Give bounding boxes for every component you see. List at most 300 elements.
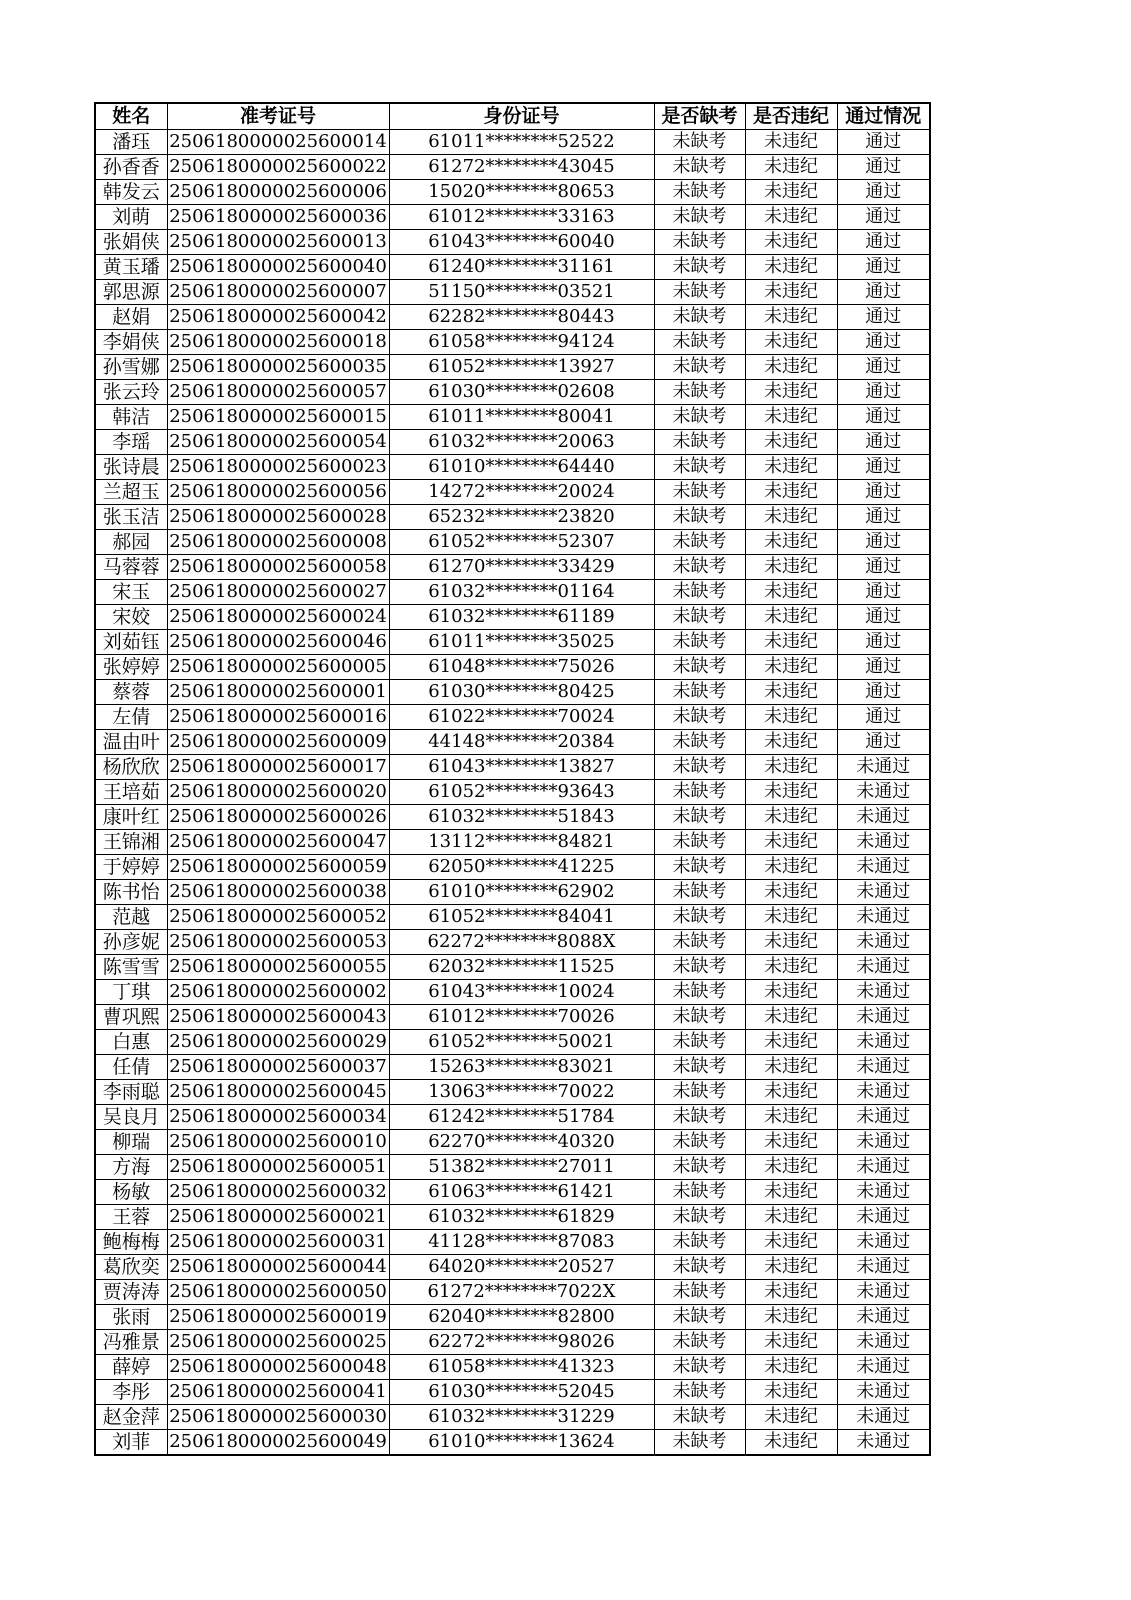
- cell-id-number: 61032********61829: [389, 1205, 654, 1230]
- cell-exam-id: 2506180000025600028: [167, 505, 389, 530]
- table-row: [95, 180, 930, 205]
- table-row: [95, 1255, 930, 1280]
- cell-violation: 未违纪: [745, 1005, 837, 1030]
- cell-violation: 未违纪: [745, 1155, 837, 1180]
- cell-exam-id: 2506180000025600023: [167, 455, 389, 480]
- table-row: [95, 1080, 930, 1105]
- table-row: [95, 780, 930, 805]
- table-row: [95, 255, 930, 280]
- cell-id-number: 14272********20024: [389, 480, 654, 505]
- cell-name: 张婷婷: [95, 655, 167, 680]
- cell-violation: 未违纪: [745, 255, 837, 280]
- cell-violation: 未违纪: [745, 380, 837, 405]
- cell-id-number: 62282********80443: [389, 305, 654, 330]
- cell-exam-id: 2506180000025600013: [167, 230, 389, 255]
- table-row: [95, 330, 930, 355]
- cell-violation: 未违纪: [745, 1230, 837, 1255]
- cell-violation: 未违纪: [745, 880, 837, 905]
- table-row: [95, 1355, 930, 1380]
- cell-violation: 未违纪: [745, 305, 837, 330]
- table-row: [95, 955, 930, 980]
- cell-name: 潘珏: [95, 130, 167, 155]
- cell-id-number: 62270********40320: [389, 1130, 654, 1155]
- table-row: [95, 1330, 930, 1355]
- cell-violation: 未违纪: [745, 180, 837, 205]
- table-row: [95, 155, 930, 180]
- cell-exam-id: 2506180000025600002: [167, 980, 389, 1005]
- cell-id-number: 61043********10024: [389, 980, 654, 1005]
- cell-exam-id: 2506180000025600058: [167, 555, 389, 580]
- cell-violation: 未违纪: [745, 930, 837, 955]
- table-row: [95, 130, 930, 155]
- cell-exam-id: 2506180000025600007: [167, 280, 389, 305]
- cell-id-number: 61012********70026: [389, 1005, 654, 1030]
- header-result: 通过情况: [837, 103, 930, 130]
- cell-absent: 未缺考: [654, 305, 745, 330]
- cell-result: 未通过: [837, 1430, 930, 1456]
- cell-exam-id: 2506180000025600052: [167, 905, 389, 930]
- cell-absent: 未缺考: [654, 505, 745, 530]
- cell-violation: 未违纪: [745, 1355, 837, 1380]
- cell-name: 韩洁: [95, 405, 167, 430]
- table-row: [95, 830, 930, 855]
- cell-id-number: 62040********82800: [389, 1305, 654, 1330]
- cell-absent: 未缺考: [654, 1305, 745, 1330]
- cell-exam-id: 2506180000025600034: [167, 1105, 389, 1130]
- cell-id-number: 61032********20063: [389, 430, 654, 455]
- cell-id-number: 61240********31161: [389, 255, 654, 280]
- table-row: [95, 855, 930, 880]
- cell-absent: 未缺考: [654, 1105, 745, 1130]
- cell-id-number: 41128********87083: [389, 1230, 654, 1255]
- table-row: [95, 630, 930, 655]
- cell-result: 通过: [837, 155, 930, 180]
- cell-id-number: 62272********8088X: [389, 930, 654, 955]
- cell-id-number: 61043********60040: [389, 230, 654, 255]
- table-row: [95, 605, 930, 630]
- cell-exam-id: 2506180000025600009: [167, 730, 389, 755]
- cell-name: 张娟侠: [95, 230, 167, 255]
- table-row: [95, 1380, 930, 1405]
- cell-absent: 未缺考: [654, 355, 745, 380]
- cell-absent: 未缺考: [654, 430, 745, 455]
- cell-id-number: 61270********33429: [389, 555, 654, 580]
- cell-exam-id: 2506180000025600035: [167, 355, 389, 380]
- table-row: [95, 555, 930, 580]
- table-header: [95, 103, 930, 130]
- cell-violation: 未违纪: [745, 430, 837, 455]
- cell-violation: 未违纪: [745, 330, 837, 355]
- cell-name: 宋玉: [95, 580, 167, 605]
- cell-result: 未通过: [837, 1380, 930, 1405]
- table-row: [95, 1030, 930, 1055]
- cell-name: 曹巩熙: [95, 1005, 167, 1030]
- cell-absent: 未缺考: [654, 1155, 745, 1180]
- cell-absent: 未缺考: [654, 905, 745, 930]
- cell-result: 未通过: [837, 830, 930, 855]
- cell-violation: 未违纪: [745, 1030, 837, 1055]
- table-row: [95, 680, 930, 705]
- cell-violation: 未违纪: [745, 905, 837, 930]
- table-row: [95, 755, 930, 780]
- table-row: [95, 505, 930, 530]
- cell-result: 通过: [837, 630, 930, 655]
- table-row: [95, 905, 930, 930]
- cell-absent: 未缺考: [654, 680, 745, 705]
- cell-name: 左倩: [95, 705, 167, 730]
- cell-result: 通过: [837, 205, 930, 230]
- table-row: [95, 980, 930, 1005]
- cell-result: 未通过: [837, 980, 930, 1005]
- cell-absent: 未缺考: [654, 1080, 745, 1105]
- table-row: [95, 280, 930, 305]
- cell-name: 宋姣: [95, 605, 167, 630]
- cell-name: 李彤: [95, 1380, 167, 1405]
- cell-name: 王蓉: [95, 1205, 167, 1230]
- header-exam-id: 准考证号: [167, 103, 389, 130]
- cell-violation: 未违纪: [745, 1180, 837, 1205]
- cell-absent: 未缺考: [654, 1380, 745, 1405]
- cell-name: 葛欣奕: [95, 1255, 167, 1280]
- cell-absent: 未缺考: [654, 830, 745, 855]
- cell-violation: 未违纪: [745, 455, 837, 480]
- cell-name: 张诗晨: [95, 455, 167, 480]
- cell-id-number: 61272********7022X: [389, 1280, 654, 1305]
- table-row: [95, 1205, 930, 1230]
- cell-exam-id: 2506180000025600001: [167, 680, 389, 705]
- cell-exam-id: 2506180000025600024: [167, 605, 389, 630]
- table-row: [95, 530, 930, 555]
- cell-name: 贾涛涛: [95, 1280, 167, 1305]
- table-row: [95, 930, 930, 955]
- table-row: [95, 730, 930, 755]
- cell-id-number: 51382********27011: [389, 1155, 654, 1180]
- cell-violation: 未违纪: [745, 1305, 837, 1330]
- cell-exam-id: 2506180000025600022: [167, 155, 389, 180]
- cell-name: 方海: [95, 1155, 167, 1180]
- cell-absent: 未缺考: [654, 1205, 745, 1230]
- cell-absent: 未缺考: [654, 1430, 745, 1456]
- cell-id-number: 62272********98026: [389, 1330, 654, 1355]
- cell-violation: 未违纪: [745, 805, 837, 830]
- cell-id-number: 61242********51784: [389, 1105, 654, 1130]
- header-violation: 是否违纪: [745, 103, 837, 130]
- cell-exam-id: 2506180000025600051: [167, 1155, 389, 1180]
- cell-id-number: 61032********01164: [389, 580, 654, 605]
- cell-exam-id: 2506180000025600015: [167, 405, 389, 430]
- cell-absent: 未缺考: [654, 280, 745, 305]
- cell-name: 李雨聪: [95, 1080, 167, 1105]
- table-row: [95, 1305, 930, 1330]
- cell-absent: 未缺考: [654, 855, 745, 880]
- cell-violation: 未违纪: [745, 1280, 837, 1305]
- table-row: [95, 430, 930, 455]
- cell-exam-id: 2506180000025600026: [167, 805, 389, 830]
- cell-result: 通过: [837, 305, 930, 330]
- table-row: [95, 1280, 930, 1305]
- cell-violation: 未违纪: [745, 1130, 837, 1155]
- cell-result: 通过: [837, 430, 930, 455]
- cell-id-number: 61058********41323: [389, 1355, 654, 1380]
- cell-id-number: 13112********84821: [389, 830, 654, 855]
- cell-violation: 未违纪: [745, 755, 837, 780]
- cell-result: 未通过: [837, 955, 930, 980]
- cell-violation: 未违纪: [745, 1330, 837, 1355]
- cell-absent: 未缺考: [654, 1005, 745, 1030]
- cell-violation: 未违纪: [745, 1405, 837, 1430]
- cell-exam-id: 2506180000025600040: [167, 255, 389, 280]
- cell-absent: 未缺考: [654, 380, 745, 405]
- cell-name: 杨敏: [95, 1180, 167, 1205]
- cell-violation: 未违纪: [745, 1380, 837, 1405]
- cell-id-number: 61052********13927: [389, 355, 654, 380]
- cell-result: 未通过: [837, 1080, 930, 1105]
- cell-name: 王培茹: [95, 780, 167, 805]
- cell-absent: 未缺考: [654, 455, 745, 480]
- table-row: [95, 405, 930, 430]
- cell-name: 康叶红: [95, 805, 167, 830]
- cell-id-number: 62032********11525: [389, 955, 654, 980]
- cell-result: 通过: [837, 330, 930, 355]
- cell-violation: 未违纪: [745, 730, 837, 755]
- cell-absent: 未缺考: [654, 230, 745, 255]
- cell-result: 未通过: [837, 1055, 930, 1080]
- cell-violation: 未违纪: [745, 480, 837, 505]
- cell-absent: 未缺考: [654, 130, 745, 155]
- cell-name: 冯雅景: [95, 1330, 167, 1355]
- cell-violation: 未违纪: [745, 130, 837, 155]
- cell-result: 通过: [837, 605, 930, 630]
- cell-violation: 未违纪: [745, 1255, 837, 1280]
- cell-result: 未通过: [837, 1330, 930, 1355]
- cell-exam-id: 2506180000025600053: [167, 930, 389, 955]
- cell-id-number: 15263********83021: [389, 1055, 654, 1080]
- cell-exam-id: 2506180000025600031: [167, 1230, 389, 1255]
- cell-violation: 未违纪: [745, 1205, 837, 1230]
- table-row: [95, 230, 930, 255]
- cell-name: 黄玉璠: [95, 255, 167, 280]
- cell-id-number: 61052********52307: [389, 530, 654, 555]
- cell-name: 孙彦妮: [95, 930, 167, 955]
- cell-violation: 未违纪: [745, 1080, 837, 1105]
- results-table: [94, 102, 931, 1456]
- cell-id-number: 61048********75026: [389, 655, 654, 680]
- cell-name: 兰超玉: [95, 480, 167, 505]
- header-absent: 是否缺考: [654, 103, 745, 130]
- table-row: [95, 1430, 930, 1456]
- cell-result: 未通过: [837, 930, 930, 955]
- cell-result: 未通过: [837, 1105, 930, 1130]
- cell-exam-id: 2506180000025600046: [167, 630, 389, 655]
- cell-exam-id: 2506180000025600050: [167, 1280, 389, 1305]
- cell-name: 鲍梅梅: [95, 1230, 167, 1255]
- cell-name: 陈书怡: [95, 880, 167, 905]
- cell-name: 郝园: [95, 530, 167, 555]
- cell-absent: 未缺考: [654, 555, 745, 580]
- cell-id-number: 61030********80425: [389, 680, 654, 705]
- cell-exam-id: 2506180000025600005: [167, 655, 389, 680]
- cell-result: 未通过: [837, 805, 930, 830]
- cell-name: 范越: [95, 905, 167, 930]
- cell-absent: 未缺考: [654, 630, 745, 655]
- cell-absent: 未缺考: [654, 530, 745, 555]
- cell-id-number: 44148********20384: [389, 730, 654, 755]
- cell-name: 吴良月: [95, 1105, 167, 1130]
- table-body: [95, 130, 930, 1456]
- cell-id-number: 61052********50021: [389, 1030, 654, 1055]
- cell-exam-id: 2506180000025600056: [167, 480, 389, 505]
- cell-id-number: 61030********52045: [389, 1380, 654, 1405]
- cell-id-number: 61052********93643: [389, 780, 654, 805]
- cell-result: 通过: [837, 530, 930, 555]
- cell-name: 杨欣欣: [95, 755, 167, 780]
- cell-name: 赵娟: [95, 305, 167, 330]
- cell-name: 刘萌: [95, 205, 167, 230]
- cell-absent: 未缺考: [654, 780, 745, 805]
- cell-absent: 未缺考: [654, 955, 745, 980]
- cell-name: 张云玲: [95, 380, 167, 405]
- table-row: [95, 1405, 930, 1430]
- cell-exam-id: 2506180000025600006: [167, 180, 389, 205]
- cell-name: 王锦湘: [95, 830, 167, 855]
- cell-exam-id: 2506180000025600055: [167, 955, 389, 980]
- cell-absent: 未缺考: [654, 1255, 745, 1280]
- cell-absent: 未缺考: [654, 1230, 745, 1255]
- cell-result: 未通过: [837, 1405, 930, 1430]
- cell-absent: 未缺考: [654, 1280, 745, 1305]
- cell-result: 通过: [837, 230, 930, 255]
- cell-result: 通过: [837, 180, 930, 205]
- header-row: [95, 103, 930, 130]
- table-row: [95, 305, 930, 330]
- cell-name: 于婷婷: [95, 855, 167, 880]
- cell-violation: 未违纪: [745, 605, 837, 630]
- cell-name: 孙雪娜: [95, 355, 167, 380]
- table-row: [95, 1055, 930, 1080]
- cell-result: 通过: [837, 255, 930, 280]
- cell-result: 未通过: [837, 905, 930, 930]
- cell-exam-id: 2506180000025600014: [167, 130, 389, 155]
- cell-absent: 未缺考: [654, 405, 745, 430]
- cell-result: 通过: [837, 705, 930, 730]
- cell-result: 未通过: [837, 1180, 930, 1205]
- cell-name: 刘菲: [95, 1430, 167, 1456]
- cell-exam-id: 2506180000025600030: [167, 1405, 389, 1430]
- table-row: [95, 380, 930, 405]
- cell-absent: 未缺考: [654, 155, 745, 180]
- cell-exam-id: 2506180000025600044: [167, 1255, 389, 1280]
- cell-name: 韩发云: [95, 180, 167, 205]
- cell-violation: 未违纪: [745, 580, 837, 605]
- cell-result: 通过: [837, 680, 930, 705]
- cell-violation: 未违纪: [745, 205, 837, 230]
- cell-violation: 未违纪: [745, 1105, 837, 1130]
- table-row: [95, 480, 930, 505]
- table-row: [95, 655, 930, 680]
- cell-absent: 未缺考: [654, 205, 745, 230]
- cell-id-number: 62050********41225: [389, 855, 654, 880]
- cell-id-number: 61022********70024: [389, 705, 654, 730]
- cell-absent: 未缺考: [654, 180, 745, 205]
- cell-violation: 未违纪: [745, 230, 837, 255]
- table-row: [95, 1230, 930, 1255]
- cell-result: 未通过: [837, 880, 930, 905]
- cell-exam-id: 2506180000025600027: [167, 580, 389, 605]
- cell-name: 温由叶: [95, 730, 167, 755]
- cell-absent: 未缺考: [654, 755, 745, 780]
- cell-result: 通过: [837, 405, 930, 430]
- cell-result: 未通过: [837, 1255, 930, 1280]
- cell-name: 丁琪: [95, 980, 167, 1005]
- cell-name: 刘茹钰: [95, 630, 167, 655]
- cell-result: 未通过: [837, 855, 930, 880]
- cell-result: 通过: [837, 730, 930, 755]
- cell-result: 通过: [837, 380, 930, 405]
- cell-exam-id: 2506180000025600054: [167, 430, 389, 455]
- cell-absent: 未缺考: [654, 805, 745, 830]
- cell-id-number: 61272********43045: [389, 155, 654, 180]
- cell-exam-id: 2506180000025600017: [167, 755, 389, 780]
- cell-absent: 未缺考: [654, 880, 745, 905]
- cell-exam-id: 2506180000025600045: [167, 1080, 389, 1105]
- cell-exam-id: 2506180000025600020: [167, 780, 389, 805]
- cell-name: 薛婷: [95, 1355, 167, 1380]
- table-row: [95, 1005, 930, 1030]
- cell-violation: 未违纪: [745, 1430, 837, 1456]
- cell-name: 赵金萍: [95, 1405, 167, 1430]
- cell-id-number: 61058********94124: [389, 330, 654, 355]
- cell-exam-id: 2506180000025600029: [167, 1030, 389, 1055]
- table-row: [95, 1180, 930, 1205]
- cell-exam-id: 2506180000025600036: [167, 205, 389, 230]
- cell-id-number: 61010********13624: [389, 1430, 654, 1456]
- cell-violation: 未违纪: [745, 280, 837, 305]
- cell-exam-id: 2506180000025600010: [167, 1130, 389, 1155]
- cell-name: 柳瑞: [95, 1130, 167, 1155]
- cell-violation: 未违纪: [745, 980, 837, 1005]
- cell-exam-id: 2506180000025600038: [167, 880, 389, 905]
- cell-exam-id: 2506180000025600048: [167, 1355, 389, 1380]
- cell-id-number: 61032********51843: [389, 805, 654, 830]
- cell-id-number: 61032********61189: [389, 605, 654, 630]
- table-row: [95, 205, 930, 230]
- cell-absent: 未缺考: [654, 930, 745, 955]
- table-row: [95, 1130, 930, 1155]
- cell-result: 未通过: [837, 780, 930, 805]
- cell-exam-id: 2506180000025600032: [167, 1180, 389, 1205]
- cell-absent: 未缺考: [654, 730, 745, 755]
- cell-violation: 未违纪: [745, 555, 837, 580]
- cell-absent: 未缺考: [654, 1405, 745, 1430]
- table-row: [95, 880, 930, 905]
- cell-name: 任倩: [95, 1055, 167, 1080]
- cell-id-number: 61010********64440: [389, 455, 654, 480]
- cell-id-number: 61052********84041: [389, 905, 654, 930]
- cell-absent: 未缺考: [654, 1030, 745, 1055]
- cell-violation: 未违纪: [745, 955, 837, 980]
- cell-absent: 未缺考: [654, 1130, 745, 1155]
- cell-exam-id: 2506180000025600019: [167, 1305, 389, 1330]
- cell-result: 通过: [837, 355, 930, 380]
- cell-id-number: 65232********23820: [389, 505, 654, 530]
- cell-absent: 未缺考: [654, 980, 745, 1005]
- cell-violation: 未违纪: [745, 630, 837, 655]
- cell-exam-id: 2506180000025600021: [167, 1205, 389, 1230]
- cell-id-number: 61011********35025: [389, 630, 654, 655]
- cell-absent: 未缺考: [654, 480, 745, 505]
- cell-absent: 未缺考: [654, 705, 745, 730]
- cell-result: 未通过: [837, 1280, 930, 1305]
